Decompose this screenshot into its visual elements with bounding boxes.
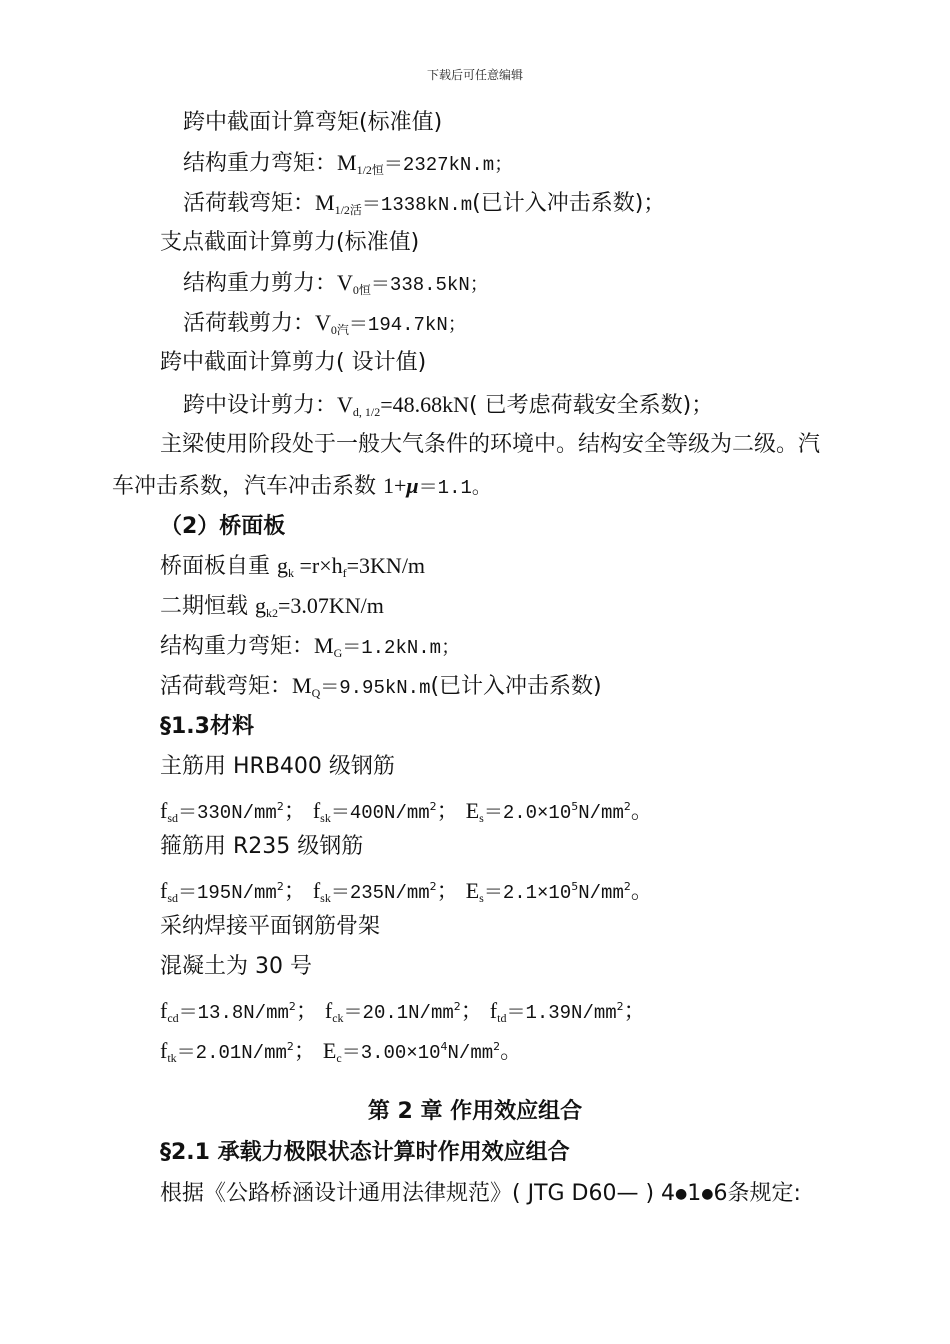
page-header: 下载后可任意编辑 <box>426 68 523 82</box>
text-line: 结构重力弯矩：$M_{1/2恒}=2327kN.m$； <box>183 150 514 177</box>
text-line: 跨中截面计算剪力( 设计值) <box>160 350 427 375</box>
formula-line: $f_{tk}=2.01N/mm^2$； $E_c=3.00\times 10^4N/mm^2$。 <box>160 1038 523 1065</box>
text-line: 混凝土为 30 号 <box>160 954 312 979</box>
text-line: 跨中截面计算弯矩(标准值) <box>183 110 443 135</box>
section-heading: §1.3材料 <box>160 714 254 739</box>
text-line: 支点截面计算剪力(标准值) <box>160 230 420 255</box>
text-line: 采纳焊接平面钢筋骨架 <box>160 914 381 939</box>
text-line: 二期恒载 $g_{k2}=3.07KN/m$ <box>160 593 384 620</box>
text-line: 箍筋用 R235 级钢筋 <box>160 834 364 859</box>
text-line: 活荷载剪力：$V_{0汽}=194.7kN$； <box>183 310 467 337</box>
section-heading: §2.1 承载力极限状态计算时作用效应组合 <box>160 1140 570 1165</box>
text-line: 主筋用 HRB400 级钢筋 <box>160 754 395 779</box>
text-line: 根据《公路桥涵设计通用法律规范》( JTG D60— ) 4●1●6条规定: <box>160 1181 801 1206</box>
text-line: 活荷载弯矩：$M_{1/2活}=1338kN.m$(已计入冲击系数)； <box>183 190 666 217</box>
formula-line: $f_{cd}=13.8N/mm^2$； $f_{ck}=20.1N/mm^2$； $f_{td}=1.39N/mm^2$； <box>160 998 646 1025</box>
text-line: 结构重力剪力：$V_{0恒}=338.5kN$； <box>183 270 489 297</box>
text-line: 车冲击系数，汽车冲击系数 1+μ＝1.1。 <box>112 473 491 499</box>
formula-line: $f_{sd}=195N/mm^2$； $f_{sk}=235N/mm^2$； $E_s=2.1\times 10^5N/mm^2$。 <box>160 878 653 905</box>
text-line: 主梁使用阶段处于一般大气条件的环境中。结构安全等级为二级。汽 <box>160 432 821 457</box>
text-line: 跨中设计剪力：$V_{d, 1/2}=48.68kN$( 已考虑荷载安全系数)； <box>183 392 714 419</box>
formula-line: $f_{sd}=330N/mm^2$； $f_{sk}=400N/mm^2$； $E_s=2.0\times 10^5N/mm^2$。 <box>160 798 653 825</box>
chapter-title: 第 2 章 作用效应组合 <box>367 1099 583 1124</box>
text-line: 结构重力弯矩：$M_G=1.2kN.m$； <box>160 633 461 660</box>
text-line: 桥面板自重 $g_k =r\times h_f=3KN/m$ <box>160 553 426 580</box>
section-heading: （2）桥面板 <box>160 514 286 539</box>
text-line: 活荷载弯矩：$M_Q=9.95kN.m$(已计入冲击系数) <box>160 673 602 700</box>
